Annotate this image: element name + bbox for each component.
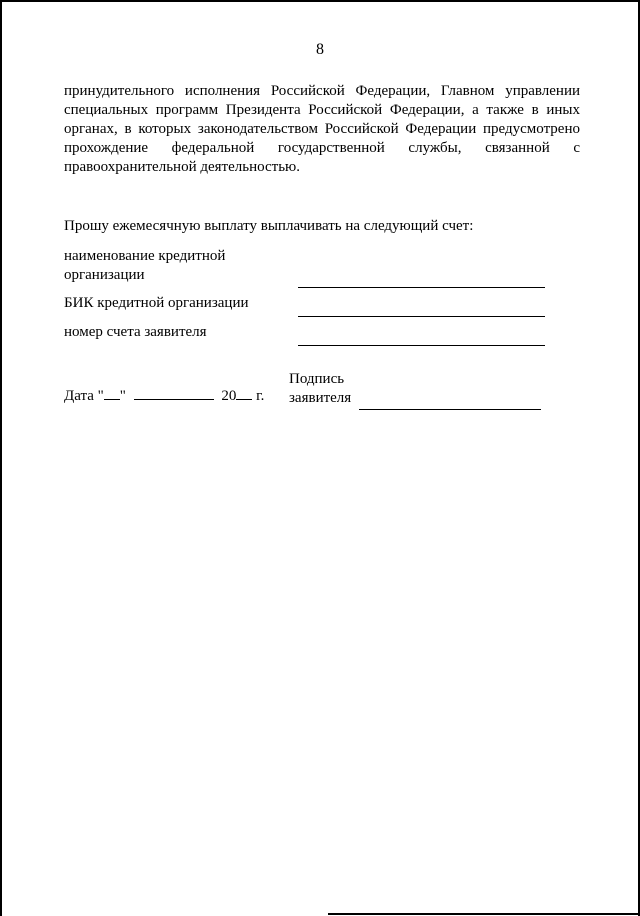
signature-label-line1: Подпись — [289, 371, 345, 387]
paragraph-line: принудительного исполнения Российской Федерации, Главном управлении — [64, 83, 580, 99]
bik-label: БИК кредитной организации — [64, 295, 249, 311]
request-statement: Прошу ежемесячную выплату выплачивать на следующий счет: — [64, 218, 474, 234]
month-blank[interactable] — [134, 387, 214, 400]
page-border-top — [0, 0, 640, 2]
signature-label — [289, 370, 351, 408]
year-prefix: 20 — [221, 388, 237, 404]
paragraph-line: прохождение федеральной государственной службы, связанной с — [64, 140, 580, 156]
day-blank[interactable] — [104, 387, 120, 400]
bank-name-label-line2: организации — [64, 267, 145, 283]
signature-input-line[interactable] — [359, 409, 541, 410]
bik-input-line[interactable] — [298, 316, 545, 317]
paragraph-line: правоохранительной деятельностью. — [64, 159, 300, 175]
paragraph-line: специальных программ Президента Российской Федерации, а также в иных — [64, 102, 580, 118]
account-number-input-line[interactable] — [298, 345, 545, 346]
date-open-quote: " — [97, 388, 104, 404]
date-label: Дата — [64, 388, 94, 404]
year-suffix: г. — [256, 388, 265, 404]
body-paragraph — [64, 82, 580, 177]
bank-name-input-line[interactable] — [298, 287, 545, 288]
page-number: 8 — [316, 41, 324, 58]
signature-label-line2: заявителя — [289, 390, 352, 406]
year-blank[interactable] — [236, 387, 252, 400]
date-row — [64, 387, 264, 405]
account-number-label: номер счета заявителя — [64, 324, 207, 340]
bank-name-label-line1: наименование кредитной — [64, 248, 226, 264]
date-close-quote: " — [119, 388, 126, 404]
page-border-bottom-fragment — [328, 913, 640, 915]
bank-name-label — [64, 247, 225, 285]
paragraph-line: органах, в которых законодательством Российской Федерации предусмотрено — [64, 121, 580, 137]
page-border-left — [0, 0, 2, 916]
